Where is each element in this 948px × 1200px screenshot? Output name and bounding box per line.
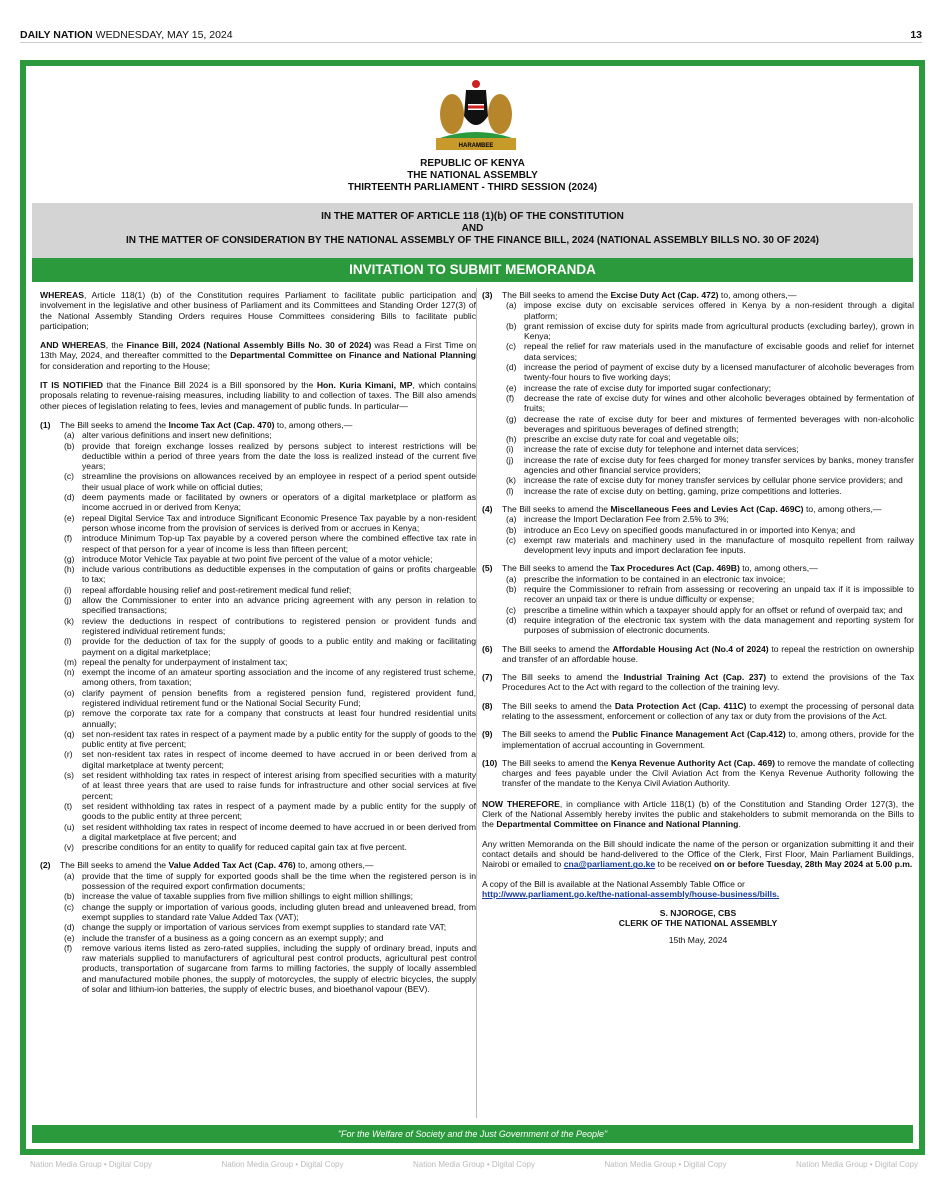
item-letter: (a) [506, 573, 517, 584]
list-item [502, 414, 914, 435]
item-letter: (a) [506, 514, 517, 525]
section-2 [40, 860, 476, 994]
header-line-2: THE NATIONAL ASSEMBLY [407, 170, 538, 181]
item-letter: (b) [64, 440, 75, 451]
header-line-3: THIRTEENTH PARLIAMENT - THIRD SESSION (2024) [347, 182, 598, 193]
list-item [60, 564, 476, 585]
item-text: streamline the provisions on allowances received by an employee in respect of a period spent outside their usual place of work while on official duties; [82, 471, 476, 492]
masthead [20, 27, 922, 43]
matter-and: AND [461, 223, 484, 234]
coat-of-arms-icon [436, 76, 516, 151]
item-text: provide that foreign exchange losses realized by persons subject to interest restrictions will be deductible within a period of three years from the date the loss is realized instead of the current five years; [82, 440, 476, 472]
item-text: impose excise duty on excisable services offered in Kenya by a non-resident through a digital platform; [524, 300, 914, 321]
footer-motto: "For the Welfare of Society and the Just Government of the People" [32, 1125, 913, 1143]
list-item [60, 871, 476, 892]
item-text: remove the corporate tax rate for a company that constructs at least four hundred residential units annually; [82, 708, 476, 729]
list-item [60, 902, 476, 923]
list-item [60, 513, 476, 534]
section-text: The Bill seeks to amend the [502, 700, 615, 711]
section-text: to remove the mandate of collecting charges and fees payable under the Civil Aviation Act from the Kenya Revenue Authority following the transfer of the mandate to the Kenya Civil Aviation Authority. [502, 757, 914, 789]
list-item [60, 749, 476, 770]
notified-text-a: that the Finance Bill 2024 is a Bill sponsored by the [103, 380, 317, 391]
section-text: The Bill seeks to amend the [60, 419, 169, 430]
section-body [502, 290, 914, 496]
item-text: increase the period of payment of excise duty by a licensed manufacturer of alcoholic beverages from twenty-four hours to five working days; [524, 362, 914, 383]
memoranda-text-b: to be received [655, 859, 714, 870]
notice-header [26, 158, 919, 194]
section-text: to, among others, provide for the implementation of accrual accounting in Government. [502, 729, 914, 750]
section-intro [502, 644, 914, 665]
item-text: increase the rate of excise duty for telephone and internet data services; [524, 444, 799, 455]
item-letter: (c) [506, 534, 517, 545]
item-text: increase the rate of excise duty for money transfer services by cellular phone service providers; and [524, 475, 903, 486]
item-text: include the transfer of a business as a going concern as an exempt supply; and [82, 932, 384, 943]
and-whereas-paragraph [40, 340, 476, 371]
right-column [482, 290, 914, 945]
memoranda-text: Any written Memoranda on the Bill should indicate the name of the person or organization submitting it and their contact details and should be hand-delivered to the Office of the Clerk, First Floor, Main Parliament Buildings, Nairobi or emailed to [482, 838, 914, 870]
closing-committee-name: Departmental Committee on Finance and National Planning [496, 819, 739, 830]
item-letter: (d) [64, 492, 75, 503]
item-text: clarify payment of pension benefits from a registered pension fund, registered provident fund, registered individual retirement fund or the National Social Security Fund; [82, 687, 476, 708]
section-body [502, 729, 914, 750]
section-body [502, 504, 914, 555]
whereas-text: , Article 118(1) (b) of the Constitution requires Parliament to facilitate public participation and involvement in the legislative and other business of Parliament and its Committees and Standing Order 127(3) of the National Assembly Standing Orders requires House Committees considering Bills to facilitate public participation; [40, 290, 476, 331]
strip-text-4: Nation Media Group • Digital Copy [604, 1160, 727, 1169]
item-text: prescribe conditions for an entity to qualify for reduced capital gain tax at five percent. [82, 842, 407, 853]
item-text: repeal Digital Service Tax and introduce Significant Economic Presence Tax payable by a non-resident person whose income from the provision of services is derived from or accrues in Kenya; [82, 512, 476, 533]
act-name: Data Protection Act (Cap. 411C) [614, 700, 747, 711]
and-whereas-text-a: , the [105, 340, 127, 351]
whereas-paragraph [40, 290, 476, 331]
section-number: (6) [482, 643, 493, 654]
section-text: to, among others,— [295, 860, 374, 871]
strip-text-1: Nation Media Group • Digital Copy [30, 1160, 152, 1169]
section-intro [60, 860, 476, 870]
list-item [60, 933, 476, 943]
item-letter: (d) [506, 362, 517, 373]
item-letter: (q) [64, 728, 75, 739]
item-letter: (e) [64, 932, 75, 943]
item-text: increase the value of taxable supplies from five million shillings to eight million shillings; [82, 891, 414, 902]
item-letter: (k) [506, 475, 517, 486]
item-letter: (j) [506, 454, 514, 465]
signatory-name: S. NJOROGE, CBS [659, 908, 737, 919]
item-text: prescribe a timeline within which a taxpayer should apply for an offset or refund of overpaid tax; and [524, 604, 903, 615]
item-text: set resident withholding tax rates in respect of interest arising from specified securities with a maturity of at least three years that are used to raise funds for infrastructure and other social services at five percent; [82, 770, 476, 801]
item-text: increase the rate of excise duty for imported sugar confectionary; [524, 382, 771, 393]
item-text: remove various items listed as zero-rated supplies, including the supply of ordinary bread, inputs and raw materials supplied to manufacturers of agricultural pest control products, agricultural pest control products, transportation of sugarcane from farms to milling factories, the supply of locally assembled and manufactured mobile phones, the supply of motorcycles, the supply of electric bicycles, the supply of solar and lithium-ion batteries, the supply of electric buses, and bioethanol vapour (BEV). [82, 942, 476, 994]
item-text: review the deductions in respect of contributions to registered pension or provident funds and registered individual retirement funds; [82, 615, 476, 636]
act-name: Miscellaneous Fees and Levies Act (Cap. 469C) [610, 503, 804, 514]
list-item [60, 616, 476, 637]
section-6 [482, 644, 914, 665]
item-letter: (p) [64, 708, 75, 719]
signature-date: 15th May, 2024 [668, 934, 728, 945]
list-item [60, 891, 476, 901]
section-text: The Bill seeks to amend the [60, 860, 169, 871]
section-intro [502, 701, 914, 722]
list-item [502, 535, 914, 556]
list-item [60, 667, 476, 688]
list-item [502, 486, 914, 496]
and-whereas-text-c: for consideration and reporting to the House; [40, 360, 211, 371]
list-item [60, 943, 476, 994]
act-name: Excise Duty Act (Cap. 472) [610, 290, 719, 300]
list-item [60, 770, 476, 801]
item-letter: (h) [64, 564, 75, 575]
now-therefore-keyword: NOW THEREFORE [482, 798, 560, 809]
list-item [502, 525, 914, 535]
section-body [60, 860, 476, 994]
list-item [60, 708, 476, 729]
item-letter: (f) [64, 942, 73, 953]
list-item [502, 584, 914, 605]
section-3 [482, 290, 914, 496]
item-text: introduce Minimum Top-up Tax payable by a covered person where the combined effective tax rate in respect of that person for a year of income is less than fifteen percent; [82, 533, 476, 554]
item-letter: (b) [506, 584, 517, 595]
section-body [502, 758, 914, 789]
signatory-title: CLERK OF THE NATIONAL ASSEMBLY [618, 918, 778, 929]
item-letter: (c) [64, 901, 75, 912]
section-number: (3) [482, 290, 493, 300]
section-text: to, among others,— [274, 419, 353, 430]
section-body [502, 644, 914, 665]
act-name: Kenya Revenue Authority Act (Cap. 469) [610, 757, 775, 768]
section-text: The Bill seeks to amend the [502, 729, 613, 740]
item-letter: (f) [506, 392, 515, 403]
section-text: The Bill seeks to amend the [502, 563, 611, 574]
section-text: The Bill seeks to amend the [502, 643, 613, 654]
item-text: require integration of the electronic tax system with the data management and reporting system for purposes of submission of electronic documents. [524, 614, 914, 636]
item-letter: (d) [64, 922, 75, 933]
section-body [502, 672, 914, 693]
and-whereas-text-b: was Read a First Time on 13th May, 2024, and thereafter committed to the [40, 340, 476, 361]
section-intro [502, 672, 914, 693]
item-text: set non-resident tax rates in respect of income deemed to have accrued in or been derived from a digital marketplace at twenty percent; [82, 749, 476, 770]
section-number: (10) [482, 757, 498, 768]
item-text: provide for the deduction of tax for the supply of goods to a public entity and making or facilitating payment on a digital marketplace; [82, 636, 476, 657]
list-item [502, 362, 914, 383]
item-text: alter various definitions and insert new definitions; [82, 430, 272, 441]
publication-name: DAILY NATION [20, 28, 93, 41]
item-letter: (h) [506, 434, 517, 445]
item-letter: (i) [64, 584, 72, 595]
item-letter: (a) [506, 300, 517, 311]
list-item [60, 688, 476, 709]
section-number: (5) [482, 563, 493, 574]
list-item [60, 430, 476, 440]
section-7 [482, 672, 914, 693]
matter-line-1: IN THE MATTER OF ARTICLE 118 (1)(b) OF THE CONSTITUTION [321, 211, 624, 222]
act-name: Industrial Training Act (Cap. 237) [623, 672, 767, 683]
act-name: Affordable Housing Act (No.4 of 2024) [612, 643, 769, 654]
email-link[interactable]: cna@parliament.go.ke [563, 859, 656, 870]
item-text: increase the rate of excise duty for fees charged for money transfer services by banks, money transfer agencies and other financial service providers; [524, 454, 914, 476]
strip-text-2: Nation Media Group • Digital Copy [221, 1160, 344, 1169]
list-item [502, 455, 914, 476]
signature-block [482, 908, 914, 945]
item-letter: (j) [64, 595, 72, 606]
submission-deadline: on or before Tuesday, 28th May 2024 at 5.00 p.m. [713, 859, 913, 870]
section-number: (2) [40, 860, 51, 871]
invitation-banner: INVITATION TO SUBMIT MEMORANDA [32, 258, 913, 282]
item-letter: (t) [64, 800, 73, 811]
list-item [60, 822, 476, 843]
section-text: to extend the provisions of the Tax Procedures Act to the Act with regard to the collection of the training levy. [502, 672, 914, 693]
list-item [502, 300, 914, 321]
item-letter: (a) [64, 430, 75, 441]
section-intro [502, 758, 914, 789]
section-8 [482, 701, 914, 722]
item-letter: (n) [64, 667, 75, 678]
item-letter: (g) [506, 413, 517, 424]
notice-frame [20, 60, 925, 1155]
and-whereas-keyword: AND WHEREAS [40, 340, 106, 351]
item-text: increase the rate of excise duty on betting, gaming, prize competitions and lotteries. [524, 485, 842, 496]
item-letter: (k) [64, 615, 75, 626]
bottom-strip [30, 1160, 918, 1169]
item-letter: (d) [506, 614, 517, 625]
now-therefore-text: , in compliance with Article 118(1) (b) of the Constitution and Standing Order 127(3), the Clerk of the National Assembly hereby invites the public and stakeholders to submit memoranda on the Bills to the [482, 798, 915, 830]
notified-text-b: , which contains proposals relating to revenue-raising measures, including liability to and collection of taxes. The Bill also amends other pieces of legislation relating to fees, levies and management of public funds. In particular— [40, 380, 476, 411]
item-letter: (b) [506, 320, 517, 331]
sponsor-name: Hon. Kuria Kimani, MP [316, 380, 413, 391]
masthead-left [20, 29, 233, 41]
section-4 [482, 504, 914, 555]
item-letter: (v) [64, 842, 75, 853]
matter-box [32, 203, 913, 258]
list-item [502, 383, 914, 393]
item-text: deem payments made or facilitated by owners or operators of a digital marketplace or platform as income accrued in or derived from Kenya; [82, 492, 476, 513]
list-item [502, 615, 914, 636]
header-line-1: REPUBLIC OF KENYA [420, 158, 525, 169]
matter-line-2: IN THE MATTER OF CONSIDERATION BY THE NATIONAL ASSEMBLY OF THE FINANCE BILL, 2024 (NATIONAL ASSEMBLY BILLS NO. 30 OF 2024) [125, 235, 820, 246]
item-text: include various contributions as deductible expenses in the computation of gains or profits chargeable to tax; [82, 564, 476, 585]
memoranda-paragraph [482, 839, 914, 870]
strip-text-5: Nation Media Group • Digital Copy [796, 1160, 918, 1169]
item-text: repeal the penalty for underpayment of instalment tax; [82, 656, 288, 667]
section-text: to, among others,— [803, 503, 882, 514]
act-name: Public Finance Management Act (Cap.412) [612, 729, 786, 740]
item-text: decrease the rate of excise duty for beer and mixtures of fermented beverages with non-alcoholic beverages and spirituous beverages of defined strength; [524, 413, 914, 434]
item-text: exempt raw materials and machinery used in the manufacture of mosquito repellent from railway development levy inputs and import declaration fee inputs. [524, 534, 914, 556]
list-item [60, 842, 476, 852]
list-item [60, 636, 476, 657]
column-divider [476, 288, 477, 1118]
list-item [60, 441, 476, 472]
act-name: Value Added Tax Act (Cap. 476) [168, 860, 296, 871]
list-item [60, 492, 476, 513]
section-intro [60, 420, 476, 430]
item-letter: (l) [506, 485, 514, 496]
item-letter: (m) [64, 656, 77, 667]
section-intro [502, 729, 914, 750]
item-letter: (l) [64, 636, 72, 647]
section-text: to exempt the processing of personal data relating to the assessment, enforcement or collection of any tax or duty from the provisions of the Act. [502, 700, 914, 721]
item-text: prescribe the information to be contained in an electronic tax invoice; [524, 573, 786, 584]
page-number: 13 [910, 28, 922, 41]
list-item [60, 595, 476, 616]
item-text: repeal affordable housing relief and post-retirement medical fund relief; [82, 584, 352, 595]
list-item [60, 554, 476, 564]
section-5 [482, 563, 914, 635]
section-text: The Bill seeks to amend the [502, 503, 611, 514]
act-name: Tax Procedures Act (Cap. 469B) [610, 563, 740, 574]
item-letter: (c) [506, 604, 517, 615]
item-letter: (u) [64, 821, 75, 832]
item-letter: (b) [64, 891, 75, 902]
item-text: exempt the income of an amateur sporting association and the income of any registered trust scheme, among others, from taxation; [82, 667, 476, 688]
item-text: allow the Commissioner to enter into an advance pricing agreement with any person in relation to specified transactions; [82, 595, 476, 616]
item-text: repeal the relief for raw materials used in the manufacture of excisable goods and relief for internet data services; [524, 341, 914, 362]
item-letter: (g) [64, 553, 75, 564]
item-letter: (f) [64, 533, 73, 544]
item-letter: (o) [64, 687, 75, 698]
item-letter: (i) [506, 444, 514, 455]
section-intro [502, 504, 914, 514]
section-text: The Bill seeks to amend the [502, 290, 611, 300]
list-item [502, 321, 914, 342]
list-item [60, 657, 476, 667]
item-text: prescribe an excise duty rate for coal and vegetable oils; [524, 434, 739, 445]
section-text: The Bill seeks to amend the [502, 757, 611, 768]
list-item [502, 605, 914, 615]
item-text: provide that the time of supply for exported goods shall be the time when the registered person is in possession of the required export confirmation documents; [82, 870, 476, 892]
section-10 [482, 758, 914, 789]
copy-text: A copy of the Bill is available at the National Assembly Table Office or [482, 878, 745, 889]
copy-paragraph [482, 879, 914, 900]
section-text: to repeal the restriction on ownership and transfer of an affordable house. [502, 643, 915, 664]
item-letter: (c) [506, 341, 517, 352]
item-text: set resident withholding tax rates in respect of a payment made by a public entity for the supply of goods to the public entity at three percent; [82, 800, 476, 822]
item-text: require the Commissioner to refrain from assessing or recovering an unpaid tax if it is impossible to recover an unpaid tax or there is undue difficulty or expense; [524, 584, 914, 605]
list-item [502, 434, 914, 444]
bills-url-link[interactable]: http://www.parliament.go.ke/the-national-assembly/house-business/bills. [482, 888, 780, 899]
list-item [60, 801, 476, 822]
publication-date: WEDNESDAY, MAY 15, 2024 [95, 28, 233, 41]
now-therefore-end: . [738, 819, 741, 830]
act-name: Income Tax Act (Cap. 470) [168, 419, 275, 430]
item-letter: (e) [64, 512, 75, 523]
section-9 [482, 729, 914, 750]
section-number: (8) [482, 700, 493, 711]
section-number: (7) [482, 672, 493, 683]
list-item [502, 393, 914, 414]
item-text: decrease the rate of excise duty for wines and other alcoholic beverages obtained by fermentation of fruits; [524, 392, 914, 414]
crest-motto: HARAMBEE [458, 143, 494, 149]
item-text: introduce Motor Vehicle Tax payable at two point five percent of the value of a motor vehicle; [82, 553, 433, 564]
section-intro [502, 290, 914, 300]
item-text: increase the Import Declaration Fee from 2.5% to 3%; [524, 514, 729, 525]
section-text: to, among others,— [718, 290, 797, 300]
section-body [502, 563, 914, 635]
section-number: (4) [482, 503, 493, 514]
section-body [60, 420, 476, 852]
list-item [60, 471, 476, 492]
item-letter: (e) [506, 382, 517, 393]
item-letter: (b) [506, 524, 517, 535]
item-letter: (c) [64, 471, 75, 482]
list-item [60, 585, 476, 595]
section-intro [502, 563, 914, 573]
section-text: to, among others,— [739, 563, 818, 574]
now-therefore-paragraph [482, 799, 914, 830]
list-item [60, 533, 476, 554]
list-item [60, 729, 476, 750]
list-item [502, 574, 914, 584]
list-item [60, 922, 476, 932]
list-item [502, 444, 914, 454]
item-text: set non-resident tax rates in respect of a payment made by a public entity for the supply of goods to the public entity at five percent; [82, 728, 476, 750]
section-1 [40, 420, 476, 852]
item-text: introduce an Eco Levy on specified goods manufactured in or imported into Kenya; and [524, 524, 856, 535]
notified-keyword: IT IS NOTIFIED [40, 380, 103, 391]
item-text: change the supply or importation of various services from exempt supplies to standard rate VAT; [82, 922, 447, 933]
list-item [502, 475, 914, 485]
item-text: set resident withholding tax rates in respect of income deemed to have accrued in or been derived from a digital marketplace at five percent; and [82, 821, 476, 842]
left-column [40, 290, 476, 994]
whereas-keyword: WHEREAS [40, 290, 84, 300]
section-body [502, 701, 914, 722]
item-text: grant remission of excise duty for spirits made from agricultural products (excluding barley), grown in Kenya; [524, 320, 914, 342]
strip-text-3: Nation Media Group • Digital Copy [413, 1160, 535, 1169]
notified-paragraph [40, 380, 476, 411]
section-number: (9) [482, 729, 493, 740]
committee-name: Departmental Committee on Finance and National Planning [230, 350, 476, 361]
list-item [502, 514, 914, 524]
finance-bill-name: Finance Bill, 2024 (National Assembly Bills No. 30 of 2024) [126, 340, 372, 351]
section-text: The Bill seeks to amend the [502, 672, 624, 683]
section-number: (1) [40, 419, 51, 430]
item-letter: (a) [64, 870, 75, 881]
item-text: change the supply or importation of various goods, including gluten bread and unleavened bread, from exempt supplies to standard rate Value Added Tax (VAT); [82, 901, 476, 922]
list-item [502, 341, 914, 362]
item-letter: (s) [64, 770, 75, 781]
item-letter: (r) [64, 749, 73, 760]
